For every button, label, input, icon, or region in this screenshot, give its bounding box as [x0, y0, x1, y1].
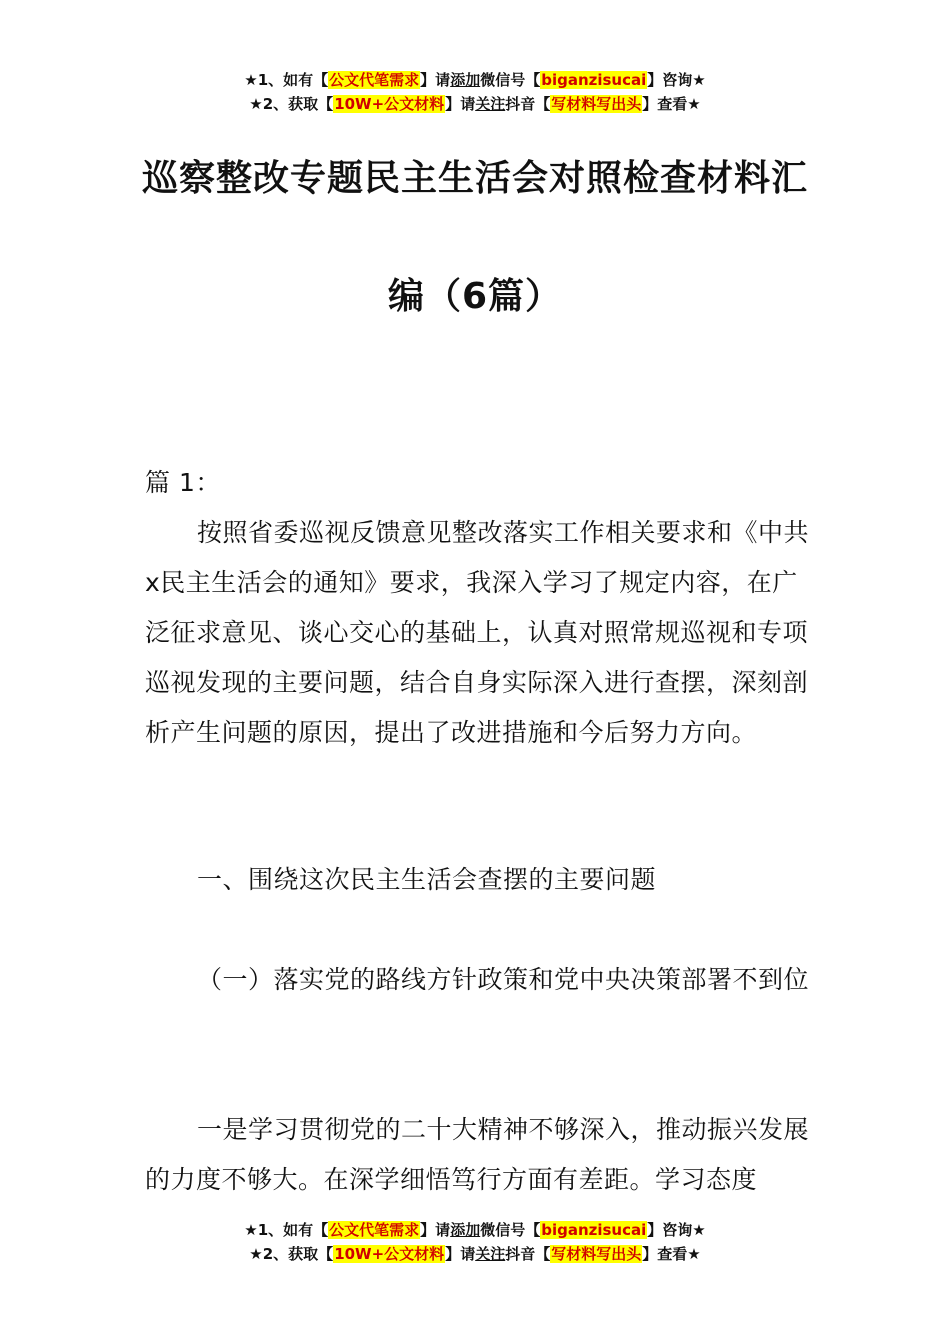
promo-banner-top	[0, 68, 950, 116]
promo-text: 】请	[420, 1221, 451, 1239]
promo-text: ★1、如有【	[244, 1221, 329, 1239]
promo-underline: 关注	[475, 95, 506, 113]
body-paragraph: 一是学习贯彻党的二十大精神不够深入，推动振兴发展的力度不够大。在深学细悟笃行方面有差距。学习态度	[145, 1115, 810, 1194]
promo-text: 】请	[445, 1245, 476, 1263]
promo-text: ★2、获取【	[249, 95, 334, 113]
promo-text: 抖音【	[505, 95, 551, 113]
promo-line-1	[0, 68, 950, 92]
promo-highlight: 写材料写出头	[551, 1245, 642, 1263]
promo-text: ★2、获取【	[249, 1245, 334, 1263]
promo-text: 微信号【	[480, 71, 541, 89]
promo-text: 】请	[445, 95, 476, 113]
section-label: 篇 1：	[145, 468, 221, 497]
promo-text: ★1、如有【	[244, 71, 329, 89]
promo-highlight: 10W+公文材料	[334, 95, 445, 113]
promo-underline: 关注	[475, 1245, 506, 1263]
promo-banner-bottom	[0, 1218, 950, 1266]
promo-text: 】查看★	[642, 95, 701, 113]
intro-paragraph: 按照省委巡视反馈意见整改落实工作相关要求和《中共x民主生活会的通知》要求，我深入学习了规定内容，在广泛征求意见、谈心交心的基础上，认真对照常规巡视和专项巡视发现的主要问题，结合自身实际深入进行查摆，深刻剖析产生问题的原因，提出了改进措施和今后努力方向。	[145, 518, 810, 747]
promo-underline: 添加	[450, 71, 481, 89]
heading-level-2: （一）落实党的路线方针政策和党中央决策部署不到位	[197, 965, 810, 994]
promo-highlight: 写材料写出头	[551, 95, 642, 113]
promo-highlight: 公文代笔需求	[329, 1221, 420, 1239]
promo-text: 抖音【	[505, 1245, 551, 1263]
promo-text: 】咨询★	[647, 71, 706, 89]
promo-text: 】咨询★	[647, 1221, 706, 1239]
document-title-line-2: 编（6篇）	[387, 276, 563, 317]
promo-highlight: biganzisucai	[541, 1221, 647, 1239]
promo-line-2	[0, 92, 950, 116]
promo-underline: 添加	[450, 1221, 481, 1239]
promo-highlight: biganzisucai	[541, 71, 647, 89]
promo-text: 】请	[420, 71, 451, 89]
promo-text: 】查看★	[642, 1245, 701, 1263]
promo-line-2	[0, 1242, 950, 1266]
heading-level-1: 一、围绕这次民主生活会查摆的主要问题	[197, 865, 657, 894]
promo-highlight: 10W+公文材料	[334, 1245, 445, 1263]
promo-text: 微信号【	[480, 1221, 541, 1239]
promo-line-1	[0, 1218, 950, 1242]
document-title-line-1: 巡察整改专题民主生活会对照检查材料汇	[141, 158, 808, 199]
promo-highlight: 公文代笔需求	[329, 71, 420, 89]
